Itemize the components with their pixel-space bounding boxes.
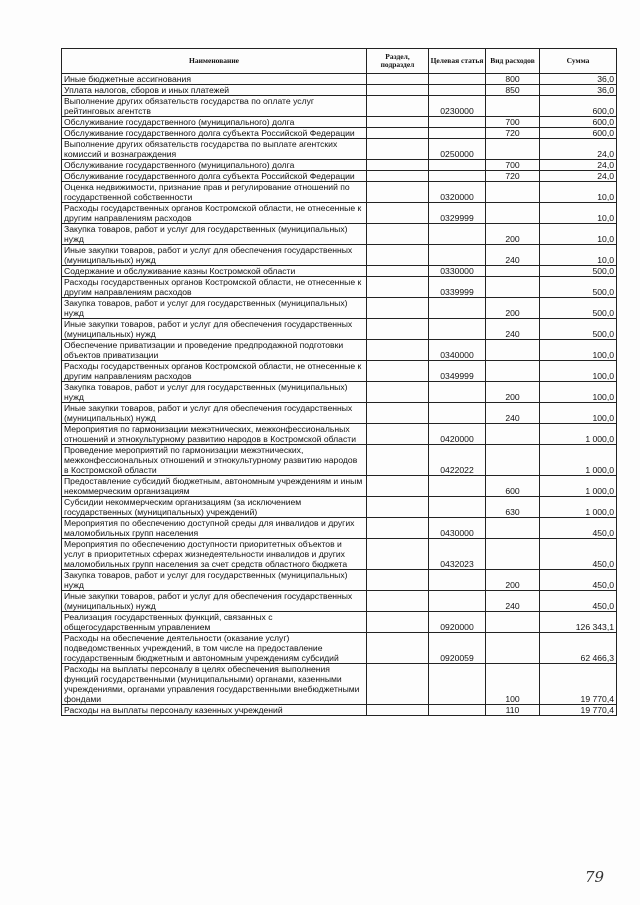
cell-target	[429, 403, 486, 424]
cell-sum: 500,0	[540, 277, 617, 298]
cell-vid: 240	[486, 591, 540, 612]
cell-vid: 200	[486, 224, 540, 245]
cell-name: Закупка товаров, работ и услуг для государственных (муниципальных) нужд	[62, 382, 367, 403]
cell-name: Обслуживание государственного долга субъекта Российской Федерации	[62, 171, 367, 182]
header-name: Наименование	[62, 49, 367, 74]
cell-name: Обслуживание государственного долга субъекта Российской Федерации	[62, 128, 367, 139]
table-header-row	[62, 49, 617, 74]
cell-name: Расходы на выплаты персоналу в целях обеспечения выполнения функций государственными (муниципальными) органами, казенными учреждениями, органами управления государственными внебюджетными фондами	[62, 664, 367, 705]
table-row	[62, 664, 617, 705]
cell-sum: 500,0	[540, 319, 617, 340]
cell-sum: 600,0	[540, 96, 617, 117]
cell-razdel	[367, 497, 429, 518]
cell-razdel	[367, 424, 429, 445]
table-row	[62, 319, 617, 340]
cell-name: Обеспечение приватизации и проведение предпродажной подготовки объектов приватизации	[62, 340, 367, 361]
cell-razdel	[367, 591, 429, 612]
cell-sum: 100,0	[540, 382, 617, 403]
cell-target	[429, 497, 486, 518]
cell-sum: 100,0	[540, 403, 617, 424]
cell-sum: 62 466,3	[540, 633, 617, 664]
cell-sum: 10,0	[540, 182, 617, 203]
table-row	[62, 539, 617, 570]
cell-name: Иные закупки товаров, работ и услуг для обеспечения государственных (муниципальных) нужд	[62, 245, 367, 266]
cell-razdel	[367, 182, 429, 203]
cell-target	[429, 74, 486, 85]
cell-name: Предоставление субсидий бюджетным, автономным учреждениям и иным некоммерческим организациям	[62, 476, 367, 497]
cell-vid	[486, 340, 540, 361]
table-row	[62, 224, 617, 245]
cell-vid	[486, 182, 540, 203]
table-row	[62, 85, 617, 96]
cell-name: Иные закупки товаров, работ и услуг для обеспечения государственных (муниципальных) нужд	[62, 319, 367, 340]
cell-vid	[486, 518, 540, 539]
table-row	[62, 570, 617, 591]
cell-target: 0420000	[429, 424, 486, 445]
cell-razdel	[367, 633, 429, 664]
cell-target	[429, 570, 486, 591]
cell-razdel	[367, 224, 429, 245]
cell-name: Мероприятия по обеспечению доступной среды для инвалидов и других маломобильных групп населения	[62, 518, 367, 539]
table-body	[62, 74, 617, 716]
cell-vid: 200	[486, 298, 540, 319]
cell-sum: 10,0	[540, 203, 617, 224]
cell-target: 0430000	[429, 518, 486, 539]
cell-razdel	[367, 85, 429, 96]
table-row	[62, 266, 617, 277]
cell-sum: 450,0	[540, 570, 617, 591]
cell-razdel	[367, 340, 429, 361]
cell-target	[429, 319, 486, 340]
table-row	[62, 403, 617, 424]
table-row	[62, 361, 617, 382]
table-row	[62, 160, 617, 171]
cell-sum: 24,0	[540, 171, 617, 182]
cell-name: Проведение мероприятий по гармонизации межэтнических, межконфессиональных отношений и этнокультурному развитию народов в Костромской области	[62, 445, 367, 476]
cell-target	[429, 298, 486, 319]
table-row	[62, 340, 617, 361]
table-row	[62, 518, 617, 539]
table-row	[62, 424, 617, 445]
table-row	[62, 633, 617, 664]
cell-sum: 500,0	[540, 266, 617, 277]
cell-razdel	[367, 245, 429, 266]
cell-vid: 110	[486, 705, 540, 716]
cell-razdel	[367, 74, 429, 85]
cell-vid: 200	[486, 570, 540, 591]
table-row	[62, 203, 617, 224]
cell-name: Закупка товаров, работ и услуг для государственных (муниципальных) нужд	[62, 224, 367, 245]
cell-razdel	[367, 570, 429, 591]
cell-sum: 36,0	[540, 74, 617, 85]
cell-name: Расходы государственных органов Костромской области, не отнесенные к другим направлениям расходов	[62, 277, 367, 298]
cell-razdel	[367, 128, 429, 139]
table-row	[62, 74, 617, 85]
cell-vid: 700	[486, 160, 540, 171]
table-row	[62, 171, 617, 182]
cell-vid	[486, 445, 540, 476]
cell-target: 0250000	[429, 139, 486, 160]
cell-name: Мероприятия по обеспечению доступности приоритетных объектов и услуг в приоритетных сферах жизнедеятельности инвалидов и других маломобильных групп населения за счет средств областного бюджета	[62, 539, 367, 570]
cell-target	[429, 591, 486, 612]
cell-name: Расходы на обеспечение деятельности (оказание услуг) подведомственных учреждений, в том числе на предоставление государственным бюджетным и автономным учреждениям субсидий	[62, 633, 367, 664]
table-row	[62, 245, 617, 266]
cell-target	[429, 245, 486, 266]
cell-vid	[486, 203, 540, 224]
table-row	[62, 476, 617, 497]
cell-razdel	[367, 705, 429, 716]
cell-name: Расходы государственных органов Костромской области, не отнесенные к другим направлениям расходов	[62, 361, 367, 382]
cell-vid	[486, 361, 540, 382]
budget-table	[61, 48, 617, 716]
cell-sum: 10,0	[540, 245, 617, 266]
table-row	[62, 612, 617, 633]
cell-sum: 24,0	[540, 160, 617, 171]
cell-name: Расходы государственных органов Костромской области, не отнесенные к другим направлениям расходов	[62, 203, 367, 224]
cell-razdel	[367, 139, 429, 160]
cell-target: 0920059	[429, 633, 486, 664]
cell-name: Выполнение других обязательств государства по выплате агентских комиссий и вознаграждения	[62, 139, 367, 160]
cell-sum: 19 770,4	[540, 705, 617, 716]
cell-name: Оценка недвижимости, признание прав и регулирование отношений по государственной собственности	[62, 182, 367, 203]
header-razdel: Раздел, подраздел	[367, 49, 429, 74]
cell-target: 0920000	[429, 612, 486, 633]
cell-target	[429, 128, 486, 139]
cell-target	[429, 476, 486, 497]
cell-vid	[486, 266, 540, 277]
cell-target	[429, 171, 486, 182]
cell-name: Закупка товаров, работ и услуг для государственных (муниципальных) нужд	[62, 570, 367, 591]
cell-vid: 100	[486, 664, 540, 705]
cell-sum: 36,0	[540, 85, 617, 96]
cell-target: 0349999	[429, 361, 486, 382]
table-row	[62, 705, 617, 716]
cell-target	[429, 85, 486, 96]
cell-razdel	[367, 403, 429, 424]
cell-sum: 450,0	[540, 518, 617, 539]
cell-vid: 240	[486, 403, 540, 424]
cell-sum: 450,0	[540, 539, 617, 570]
cell-sum: 24,0	[540, 139, 617, 160]
cell-sum: 1 000,0	[540, 497, 617, 518]
table-row	[62, 139, 617, 160]
cell-razdel	[367, 518, 429, 539]
cell-razdel	[367, 160, 429, 171]
cell-target	[429, 705, 486, 716]
cell-razdel	[367, 203, 429, 224]
cell-target: 0230000	[429, 96, 486, 117]
cell-vid	[486, 539, 540, 570]
cell-sum: 1 000,0	[540, 445, 617, 476]
cell-sum: 1 000,0	[540, 476, 617, 497]
table-row	[62, 182, 617, 203]
cell-razdel	[367, 612, 429, 633]
cell-sum: 126 343,1	[540, 612, 617, 633]
header-vid: Вид расходов	[486, 49, 540, 74]
cell-name: Выполнение других обязательств государства по оплате услуг рейтинговых агентств	[62, 96, 367, 117]
cell-razdel	[367, 361, 429, 382]
cell-razdel	[367, 382, 429, 403]
cell-target	[429, 117, 486, 128]
cell-name: Уплата налогов, сборов и иных платежей	[62, 85, 367, 96]
cell-name: Содержание и обслуживание казны Костромской области	[62, 266, 367, 277]
cell-razdel	[367, 171, 429, 182]
table-row	[62, 382, 617, 403]
cell-sum: 1 000,0	[540, 424, 617, 445]
cell-name: Расходы на выплаты персоналу казенных учреждений	[62, 705, 367, 716]
cell-target: 0330000	[429, 266, 486, 277]
table-row	[62, 117, 617, 128]
cell-target	[429, 664, 486, 705]
cell-vid: 800	[486, 74, 540, 85]
cell-target: 0329999	[429, 203, 486, 224]
cell-razdel	[367, 445, 429, 476]
cell-vid: 200	[486, 382, 540, 403]
cell-vid: 630	[486, 497, 540, 518]
cell-name: Иные закупки товаров, работ и услуг для обеспечения государственных (муниципальных) нужд	[62, 403, 367, 424]
table-row	[62, 497, 617, 518]
cell-razdel	[367, 319, 429, 340]
cell-razdel	[367, 277, 429, 298]
cell-vid: 240	[486, 319, 540, 340]
cell-name: Обслуживание государственного (муниципального) долга	[62, 117, 367, 128]
cell-target	[429, 224, 486, 245]
cell-sum: 500,0	[540, 298, 617, 319]
cell-name: Реализация государственных функций, связанных с общегосударственным управлением	[62, 612, 367, 633]
page-number: 79	[585, 868, 605, 886]
cell-razdel	[367, 266, 429, 277]
cell-vid: 720	[486, 128, 540, 139]
cell-name: Иные закупки товаров, работ и услуг для обеспечения государственных (муниципальных) нужд	[62, 591, 367, 612]
cell-vid	[486, 139, 540, 160]
cell-vid	[486, 633, 540, 664]
cell-vid: 720	[486, 171, 540, 182]
cell-sum: 10,0	[540, 224, 617, 245]
table-row	[62, 96, 617, 117]
cell-vid: 700	[486, 117, 540, 128]
cell-razdel	[367, 117, 429, 128]
header-sum: Сумма	[540, 49, 617, 74]
cell-target	[429, 382, 486, 403]
cell-vid	[486, 96, 540, 117]
table-row	[62, 277, 617, 298]
cell-razdel	[367, 664, 429, 705]
cell-sum: 19 770,4	[540, 664, 617, 705]
cell-target: 0340000	[429, 340, 486, 361]
cell-sum: 600,0	[540, 117, 617, 128]
cell-razdel	[367, 539, 429, 570]
cell-name: Закупка товаров, работ и услуг для государственных (муниципальных) нужд	[62, 298, 367, 319]
cell-name: Мероприятия по гармонизации межэтнических, межконфессиональных отношений и этнокультурному развитию народов в Костромской области	[62, 424, 367, 445]
cell-razdel	[367, 476, 429, 497]
cell-vid: 240	[486, 245, 540, 266]
cell-razdel	[367, 298, 429, 319]
header-target: Целевая статья	[429, 49, 486, 74]
cell-target	[429, 160, 486, 171]
cell-razdel	[367, 96, 429, 117]
cell-vid	[486, 612, 540, 633]
cell-target: 0432023	[429, 539, 486, 570]
cell-name: Обслуживание государственного (муниципального) долга	[62, 160, 367, 171]
cell-target: 0320000	[429, 182, 486, 203]
cell-sum: 600,0	[540, 128, 617, 139]
cell-vid	[486, 277, 540, 298]
cell-name: Субсидии некоммерческим организациям (за исключением государственных (муниципальных) учреждений)	[62, 497, 367, 518]
cell-vid: 600	[486, 476, 540, 497]
table-row	[62, 445, 617, 476]
table-row	[62, 298, 617, 319]
cell-sum: 450,0	[540, 591, 617, 612]
cell-target: 0422022	[429, 445, 486, 476]
cell-target: 0339999	[429, 277, 486, 298]
table-row	[62, 591, 617, 612]
cell-name: Иные бюджетные ассигнования	[62, 74, 367, 85]
cell-vid: 850	[486, 85, 540, 96]
cell-vid	[486, 424, 540, 445]
cell-sum: 100,0	[540, 361, 617, 382]
cell-sum: 100,0	[540, 340, 617, 361]
table-row	[62, 128, 617, 139]
